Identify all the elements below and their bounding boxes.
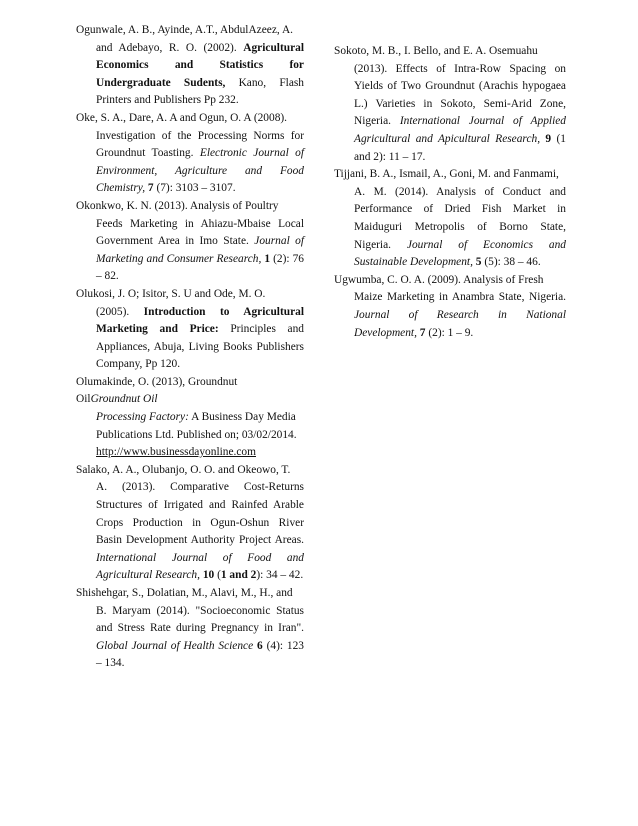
reference-entry (76, 22, 304, 110)
reference-text: ): 34 – 42. (256, 569, 304, 582)
reference-first-line (76, 374, 304, 409)
reference-first-line: Shishehgar, S., Dolatian, M., Alavi, M., H., and (76, 587, 293, 599)
reference-text: (2013). Effects of Intra-Row Spacing on Yields of Two Groundnut (Arachis hypogaea L.) Varieties in Sokoto, Semi-Arid Zone, Nigeria. (354, 62, 566, 128)
reference-text: 5 (472, 256, 482, 269)
reference-text: 6 (253, 639, 263, 652)
reference-text: Kano, Flash Printers and Publishers Pp 232. (96, 76, 304, 107)
reference-text: Journal of Research in National Development, (354, 308, 566, 339)
reference-continuation (76, 40, 304, 110)
reference-text: A. M. (2014). Analysis of Conduct and Performance of Dried Fish Market in Maiduguri Metropolis of Borno State, Nigeria. (354, 185, 566, 251)
reference-text: 7 (416, 326, 426, 339)
reference-text: Principles and Appliances, Abuja, Living Books Publishers Company, Pp 120. (96, 323, 305, 371)
reference-text: Processing Factory: (96, 411, 189, 424)
reference-first-line: Salako, A. A., Olubanjo, O. O. and Okeowo, T. (76, 463, 291, 476)
reference-entry (334, 166, 566, 272)
reference-entry (76, 198, 304, 286)
reference-text: A Business Day Media Publications Ltd. Published on; 03/02/2014. (96, 411, 297, 441)
reference-continuation (76, 603, 304, 673)
reference-entry (76, 110, 304, 198)
reference-text: B. Maryam (2014). "Socioeconomic Status and Stress Rate during Pregnancy in Iran". (96, 604, 304, 635)
references-right-column (334, 43, 566, 342)
reference-url[interactable]: http://www.businessdayonline.com (96, 446, 256, 459)
reference-entry (76, 374, 304, 462)
reference-text: (1 and 2): 11 – 17. (354, 132, 566, 163)
reference-entry (334, 272, 566, 342)
reference-continuation (76, 216, 304, 286)
reference-continuation (76, 304, 304, 374)
reference-continuation (334, 184, 566, 272)
reference-head-text: Olumakinde, O. (2013), Groundnut Oil (76, 375, 238, 406)
reference-text: ( (214, 569, 221, 582)
reference-text: 10 (199, 569, 215, 582)
reference-first-line: Olukosi, J. O; Isitor, S. U and Ode, M. O. (76, 287, 266, 300)
reference-continuation (76, 409, 304, 462)
reference-continuation (76, 128, 304, 198)
reference-text: Journal of Marketing and Consumer Research, (96, 235, 304, 265)
reference-first-line: Okonkwo, K. N. (2013). Analysis of Poultry (76, 199, 279, 212)
reference-first-line: Ugwumba, C. O. A. (2009). Analysis of Fresh (334, 273, 544, 286)
reference-text: (2): 76 – 82. (96, 252, 304, 283)
reference-text: Electronic Journal of Environment, Agriculture and Food Chemistry, (96, 147, 304, 195)
reference-text: (4): 123 – 134. (96, 639, 304, 670)
reference-text: (7): 3103 – 3107. (153, 182, 236, 195)
reference-entry (76, 585, 304, 673)
reference-entry (76, 462, 304, 585)
reference-text: Agricultural Economics and Statistics for Undergraduate Sudents, (96, 41, 304, 89)
reference-continuation (334, 61, 566, 167)
reference-text: 1 and 2 (220, 569, 257, 582)
reference-text: (2): 1 – 9. (425, 326, 474, 339)
reference-text: Global Journal of Health Science (96, 639, 254, 652)
reference-text: (2005). (96, 305, 144, 318)
reference-text: and Adebayo, R. O. (2002). (96, 41, 244, 54)
references-left-column (76, 22, 304, 673)
reference-text: 1 (261, 252, 271, 265)
reference-first-line: Tijjani, B. A., Ismail, A., Goni, M. and Fanmami, (334, 168, 559, 181)
reference-text: Introduction to Agricultural Marketing and Price: (96, 305, 304, 336)
reference-text: (5): 38 – 46. (481, 256, 541, 269)
reference-head-title: Groundnut Oil (90, 393, 158, 406)
reference-text: 9 (540, 132, 552, 145)
reference-first-line: Sokoto, M. B., I. Bello, and E. A. Osemuahu (334, 45, 538, 57)
reference-entry (334, 43, 566, 166)
reference-entry (76, 286, 304, 374)
reference-continuation (76, 479, 304, 585)
reference-first-line: Oke, S. A., Dare, A. A and Ogun, O. A (2008). (76, 111, 288, 124)
reference-text: 7 (145, 182, 154, 195)
reference-text: International Journal of Food and Agricultural Research, (96, 551, 304, 582)
reference-text: International Journal of Applied Agricultural and Apicultural Research, (354, 115, 566, 145)
reference-text: Feeds Marketing in Ahiazu-Mbaise Local Government Area in Imo State. (96, 217, 304, 248)
reference-text: A. (2013). Comparative Cost-Returns Structures of Irrigated and Rainfed Arable Crops Production in Ogun-Oshun River Basin Development Authority Project Areas. (96, 481, 304, 547)
reference-continuation (334, 289, 566, 342)
reference-first-line: Ogunwale, A. B., Ayinde, A.T., AbdulAzeez, A. (76, 24, 294, 36)
reference-text: Journal of Economics and Sustainable Development, (354, 238, 566, 269)
reference-text: Investigation of the Processing Norms for Groundnut Toasting. (96, 129, 304, 160)
reference-text: Maize Marketing in Anambra State, Nigeria. (354, 291, 566, 304)
